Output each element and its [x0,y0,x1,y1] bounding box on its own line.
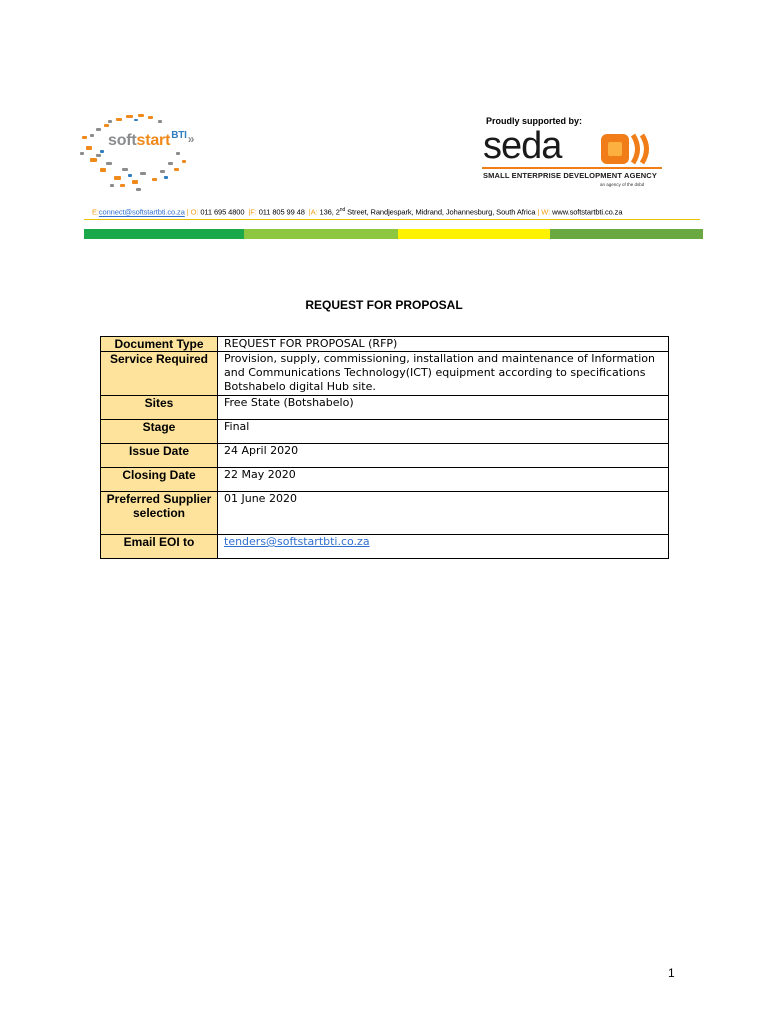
table-row [101,396,669,420]
softstart-bti-logo [76,110,246,198]
address-label: A: [310,207,318,217]
table-row [101,420,669,444]
web-label: W: [541,207,551,217]
softstart-wordmark [108,132,194,150]
office-label: O: [190,207,199,217]
seda-logo [478,126,665,190]
address-pre: 136, 2 [319,207,340,217]
seda-full-name: SMALL ENTERPRISE DEVELOPMENT AGENCY [483,171,658,180]
row-value: 24 April 2020 [218,444,669,468]
page-number: 1 [668,966,675,980]
row-key: Document Type [101,337,218,352]
table-row [101,468,669,492]
tenders-email-link[interactable]: tenders@softstartbti.co.za [224,535,370,548]
table-row [101,492,669,535]
wordmark-start: start [136,132,171,149]
email-link[interactable]: connect@softstartbti.co.za [98,207,185,217]
fax-label: F: [250,207,257,217]
row-value [218,535,669,559]
address-post: Street, Randjespark, Midrand, Johannesburg, South Africa [345,207,536,217]
contact-divider [84,219,700,220]
wordmark-bti: BTI [171,130,187,141]
chevrons-icon: » [187,132,195,146]
row-value: 22 May 2020 [218,468,669,492]
header-stripe-4 [550,229,703,239]
contact-line: E:connect@softstartbti.co.za | O: 011 695 4800 |F: 011 805 99 48 |A: 136, 2nd Street, Randjespark, Midrand, Johannesburg, South Africa | W: www.softstartbti.co.za [92,207,623,217]
row-value: Final [218,420,669,444]
header-stripe-3 [398,229,550,239]
row-key: Issue Date [101,444,218,468]
row-value: Provision, supply, commissioning, installation and maintenance of Information and Communications Technology(ICT) equipment according to specifications Botshabelo digital Hub site. [218,352,669,396]
supported-by-label: Proudly supported by: [486,116,583,126]
table-row [101,535,669,559]
fax-number: 011 805 99 48 [258,207,305,217]
row-key: Closing Date [101,468,218,492]
seda-brackets-icon [600,132,660,166]
row-key: Sites [101,396,218,420]
seda-agency-line: an agency of the dsbd [600,182,645,187]
row-value: REQUEST FOR PROPOSAL (RFP) [218,337,669,352]
address-sup: nd [339,207,346,213]
table-row [101,352,669,396]
table-row [101,337,669,352]
row-key: Preferred Supplier selection [101,492,218,535]
office-phone: 011 695 4800 [200,207,245,217]
rfp-info-table [100,336,669,559]
row-value: Free State (Botshabelo) [218,396,669,420]
seda-wordmark: seda [483,125,562,167]
row-key: Service Required [101,352,218,396]
row-value: 01 June 2020 [218,492,669,535]
email-label: E: [92,207,99,217]
document-title: REQUEST FOR PROPOSAL [305,298,463,312]
table-row [101,444,669,468]
row-key: Stage [101,420,218,444]
seda-divider [482,167,662,169]
web-address[interactable]: www.softstartbti.co.za [552,207,623,217]
softstart-swirl-icon [76,110,246,198]
row-key: Email EOI to [101,535,218,559]
header-stripe-2 [244,229,398,239]
header-stripe-1 [84,229,244,239]
wordmark-soft: soft [108,132,137,149]
